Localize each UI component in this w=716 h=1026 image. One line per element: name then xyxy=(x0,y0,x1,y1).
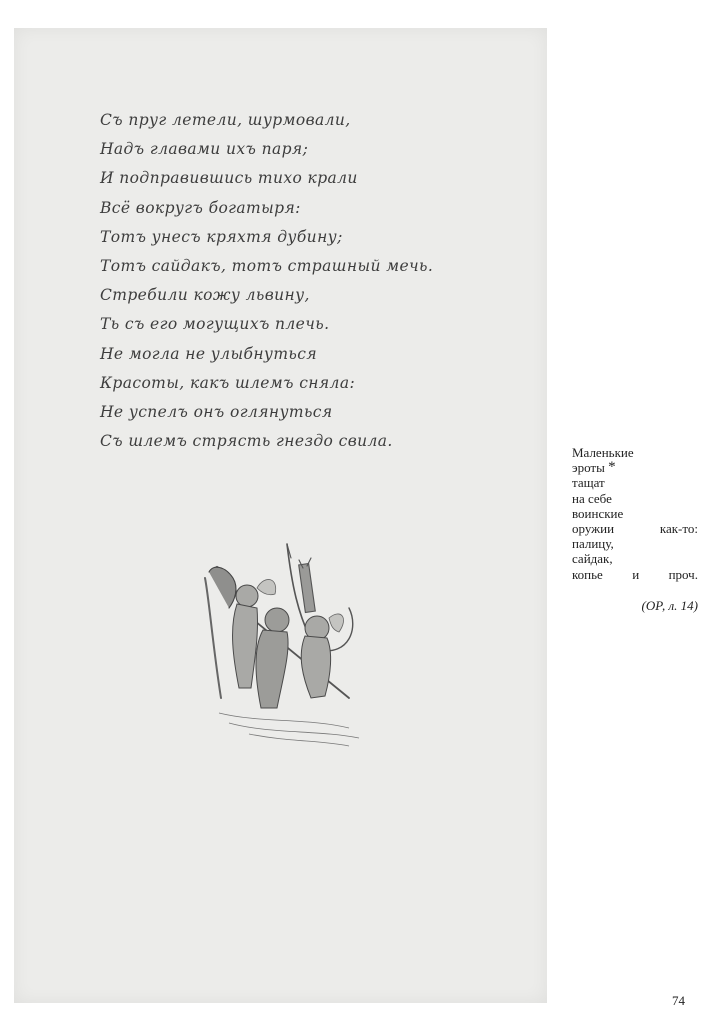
poem-line: Съ пруг летели, шурмовали, xyxy=(100,111,351,129)
poem-line: Надъ главами ихъ паря; xyxy=(100,140,309,159)
caption-word: и xyxy=(632,566,640,582)
manuscript-sheet xyxy=(14,28,547,1003)
poem-line: Тотъ унесъ кряхтя дубину; xyxy=(100,227,343,246)
caption-line: на себе xyxy=(572,490,612,506)
poem-line: Тотъ сайдакъ, тотъ страшный мечь. xyxy=(100,257,434,276)
caption-word: как-то: xyxy=(659,521,698,537)
caption-line: тащат xyxy=(572,475,605,491)
caption-word: проч. xyxy=(668,566,698,582)
caption-line xyxy=(572,460,698,475)
caption-line: палицу, xyxy=(572,536,614,552)
source-reference: (ОР, л. 14) xyxy=(641,598,698,613)
caption-line xyxy=(572,521,698,536)
caption-line: сайдак, xyxy=(572,551,613,567)
poem-line: Не могла не улыбнуться xyxy=(100,344,318,363)
poem-line: Всё вокругъ богатыря: xyxy=(100,198,301,217)
poem-line: Ть съ его могущихъ плечь. xyxy=(100,315,330,334)
caption-line: воинские xyxy=(572,505,624,521)
caption-text xyxy=(572,445,698,582)
poem-line: Не успелъ онъ оглянуться xyxy=(100,403,333,422)
poem-line: И подправившись тихо крали xyxy=(100,169,358,188)
page-number: 74 xyxy=(672,993,685,1008)
caption-line xyxy=(572,567,698,582)
caption-word: оружии xyxy=(572,521,615,537)
cupids-vignette-illustration xyxy=(199,538,369,748)
footnote-asterisk: * xyxy=(608,459,616,476)
poem-line: Съ шлемъ стрясть гнездо свила. xyxy=(100,432,393,451)
poem-text xyxy=(100,106,520,456)
poem-line: Красоты, какъ шлемъ сняла: xyxy=(100,373,356,392)
caption-line: Маленькие xyxy=(572,445,634,460)
poem-line: Стребили кожу львину, xyxy=(100,286,310,305)
caption-word: копье xyxy=(572,566,603,582)
caption-word: эроты xyxy=(572,460,605,476)
